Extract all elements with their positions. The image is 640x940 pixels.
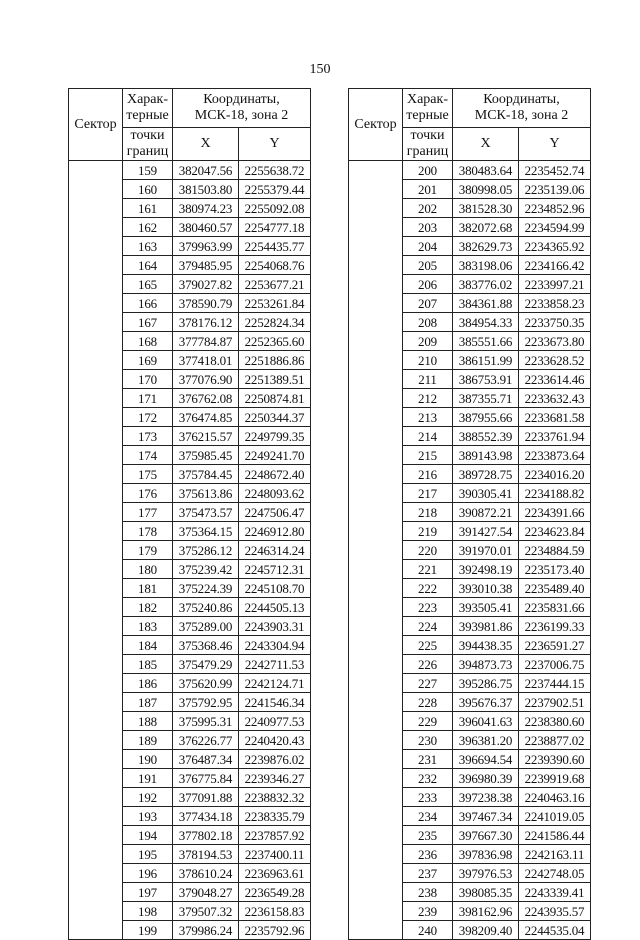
- sector-cell: [69, 161, 123, 940]
- y-cell: 2233997.21: [519, 275, 591, 294]
- y-cell: 2235831.66: [519, 598, 591, 617]
- x-cell: 375479.29: [173, 655, 239, 674]
- point-cell: 228: [403, 693, 453, 712]
- y-cell: 2234594.99: [519, 218, 591, 237]
- x-cell: 375289.00: [173, 617, 239, 636]
- y-cell: 2245712.31: [239, 560, 311, 579]
- x-cell: 375240.86: [173, 598, 239, 617]
- x-cell: 382629.73: [453, 237, 519, 256]
- point-cell: 240: [403, 921, 453, 940]
- y-cell: 2236199.33: [519, 617, 591, 636]
- point-cell: 164: [123, 256, 173, 275]
- x-cell: 381528.30: [453, 199, 519, 218]
- x-cell: 391970.01: [453, 541, 519, 560]
- x-cell: 397976.53: [453, 864, 519, 883]
- y-cell: 2240420.43: [239, 731, 311, 750]
- x-cell: 376226.77: [173, 731, 239, 750]
- y-cell: 2236963.61: [239, 864, 311, 883]
- y-cell: 2233873.64: [519, 446, 591, 465]
- x-cell: 379048.27: [173, 883, 239, 902]
- y-cell: 2253261.84: [239, 294, 311, 313]
- x-cell: 393505.41: [453, 598, 519, 617]
- y-cell: 2252365.60: [239, 332, 311, 351]
- header-coordinates: Координаты, МСК-18, зона 2: [453, 89, 591, 128]
- x-cell: 375224.39: [173, 579, 239, 598]
- y-cell: 2242748.05: [519, 864, 591, 883]
- y-cell: 2235452.74: [519, 161, 591, 180]
- header-y: Y: [239, 128, 311, 161]
- header-points-bottom: точки границ: [403, 128, 453, 161]
- x-cell: 375368.46: [173, 636, 239, 655]
- point-cell: 239: [403, 902, 453, 921]
- x-cell: 398162.96: [453, 902, 519, 921]
- y-cell: 2248672.40: [239, 465, 311, 484]
- x-cell: 396381.20: [453, 731, 519, 750]
- x-cell: 375985.45: [173, 446, 239, 465]
- x-cell: 377418.01: [173, 351, 239, 370]
- header-points-top: Харак- терные: [123, 89, 173, 128]
- header-sector: Сектор: [69, 89, 123, 161]
- x-cell: 385551.66: [453, 332, 519, 351]
- point-cell: 188: [123, 712, 173, 731]
- x-cell: 389728.75: [453, 465, 519, 484]
- y-cell: 2233761.94: [519, 427, 591, 446]
- y-cell: 2237006.75: [519, 655, 591, 674]
- point-cell: 170: [123, 370, 173, 389]
- point-cell: 205: [403, 256, 453, 275]
- point-cell: 236: [403, 845, 453, 864]
- header-x: X: [173, 128, 239, 161]
- point-cell: 162: [123, 218, 173, 237]
- x-cell: 378590.79: [173, 294, 239, 313]
- point-cell: 195: [123, 845, 173, 864]
- point-cell: 231: [403, 750, 453, 769]
- point-cell: 221: [403, 560, 453, 579]
- x-cell: 375364.15: [173, 522, 239, 541]
- y-cell: 2234391.66: [519, 503, 591, 522]
- y-cell: 2238335.79: [239, 807, 311, 826]
- y-cell: 2236549.28: [239, 883, 311, 902]
- point-cell: 160: [123, 180, 173, 199]
- x-cell: 396041.63: [453, 712, 519, 731]
- y-cell: 2235792.96: [239, 921, 311, 940]
- y-cell: 2234365.92: [519, 237, 591, 256]
- x-cell: 390305.41: [453, 484, 519, 503]
- x-cell: 394438.35: [453, 636, 519, 655]
- point-cell: 172: [123, 408, 173, 427]
- y-cell: 2237857.92: [239, 826, 311, 845]
- point-cell: 159: [123, 161, 173, 180]
- x-cell: 384954.33: [453, 313, 519, 332]
- x-cell: 376487.34: [173, 750, 239, 769]
- y-cell: 2254068.76: [239, 256, 311, 275]
- x-cell: 383198.06: [453, 256, 519, 275]
- y-cell: 2255638.72: [239, 161, 311, 180]
- x-cell: 375995.31: [173, 712, 239, 731]
- x-cell: 377802.18: [173, 826, 239, 845]
- x-cell: 398085.35: [453, 883, 519, 902]
- x-cell: 375613.86: [173, 484, 239, 503]
- x-cell: 381503.80: [173, 180, 239, 199]
- x-cell: 387355.71: [453, 389, 519, 408]
- x-cell: 375239.42: [173, 560, 239, 579]
- page-number: 150: [309, 62, 331, 77]
- y-cell: 2241546.34: [239, 693, 311, 712]
- point-cell: 216: [403, 465, 453, 484]
- x-cell: 377434.18: [173, 807, 239, 826]
- point-cell: 202: [403, 199, 453, 218]
- point-cell: 187: [123, 693, 173, 712]
- point-cell: 235: [403, 826, 453, 845]
- x-cell: 379986.24: [173, 921, 239, 940]
- y-cell: 2239346.27: [239, 769, 311, 788]
- point-cell: 225: [403, 636, 453, 655]
- x-cell: 380460.57: [173, 218, 239, 237]
- x-cell: 377784.87: [173, 332, 239, 351]
- point-cell: 169: [123, 351, 173, 370]
- point-cell: 224: [403, 617, 453, 636]
- y-cell: 2243304.94: [239, 636, 311, 655]
- point-cell: 212: [403, 389, 453, 408]
- coordinates-table-left: [68, 88, 311, 940]
- point-cell: 197: [123, 883, 173, 902]
- point-cell: 237: [403, 864, 453, 883]
- x-cell: 378176.12: [173, 313, 239, 332]
- x-cell: 392498.19: [453, 560, 519, 579]
- y-cell: 2237400.11: [239, 845, 311, 864]
- table-body-left: [69, 161, 311, 940]
- point-cell: 194: [123, 826, 173, 845]
- x-cell: 379963.99: [173, 237, 239, 256]
- y-cell: 2233750.35: [519, 313, 591, 332]
- x-cell: 379507.32: [173, 902, 239, 921]
- x-cell: 394873.73: [453, 655, 519, 674]
- sector-cell: [349, 161, 403, 940]
- y-cell: 2240463.16: [519, 788, 591, 807]
- x-cell: 375792.95: [173, 693, 239, 712]
- point-cell: 184: [123, 636, 173, 655]
- point-cell: 173: [123, 427, 173, 446]
- header-points-top: Харак- терные: [403, 89, 453, 128]
- x-cell: 393981.86: [453, 617, 519, 636]
- y-cell: 2251886.86: [239, 351, 311, 370]
- point-cell: 219: [403, 522, 453, 541]
- x-cell: 383776.02: [453, 275, 519, 294]
- x-cell: 396980.39: [453, 769, 519, 788]
- header-points-bottom: точки границ: [123, 128, 173, 161]
- y-cell: 2249241.70: [239, 446, 311, 465]
- table-row: [349, 161, 591, 180]
- x-cell: 377091.88: [173, 788, 239, 807]
- point-cell: 174: [123, 446, 173, 465]
- y-cell: 2239876.02: [239, 750, 311, 769]
- x-cell: 384361.88: [453, 294, 519, 313]
- x-cell: 375620.99: [173, 674, 239, 693]
- point-cell: 198: [123, 902, 173, 921]
- x-cell: 380974.23: [173, 199, 239, 218]
- y-cell: 2234884.59: [519, 541, 591, 560]
- x-cell: 389143.98: [453, 446, 519, 465]
- y-cell: 2251389.51: [239, 370, 311, 389]
- y-cell: 2237444.15: [519, 674, 591, 693]
- point-cell: 199: [123, 921, 173, 940]
- y-cell: 2238832.32: [239, 788, 311, 807]
- point-cell: 177: [123, 503, 173, 522]
- point-cell: 230: [403, 731, 453, 750]
- y-cell: 2244505.13: [239, 598, 311, 617]
- y-cell: 2233614.46: [519, 370, 591, 389]
- point-cell: 207: [403, 294, 453, 313]
- point-cell: 178: [123, 522, 173, 541]
- x-cell: 375286.12: [173, 541, 239, 560]
- point-cell: 210: [403, 351, 453, 370]
- y-cell: 2242711.53: [239, 655, 311, 674]
- x-cell: 378610.24: [173, 864, 239, 883]
- x-cell: 391427.54: [453, 522, 519, 541]
- y-cell: 2243935.57: [519, 902, 591, 921]
- point-cell: 238: [403, 883, 453, 902]
- x-cell: 379027.82: [173, 275, 239, 294]
- point-cell: 168: [123, 332, 173, 351]
- point-cell: 200: [403, 161, 453, 180]
- y-cell: 2248093.62: [239, 484, 311, 503]
- table-body-right: [349, 161, 591, 940]
- y-cell: 2238380.60: [519, 712, 591, 731]
- point-cell: 203: [403, 218, 453, 237]
- x-cell: 382072.68: [453, 218, 519, 237]
- point-cell: 161: [123, 199, 173, 218]
- y-cell: 2236591.27: [519, 636, 591, 655]
- x-cell: 397238.38: [453, 788, 519, 807]
- point-cell: 204: [403, 237, 453, 256]
- x-cell: 388552.39: [453, 427, 519, 446]
- x-cell: 387955.66: [453, 408, 519, 427]
- table-row: [69, 161, 311, 180]
- x-cell: 376762.08: [173, 389, 239, 408]
- y-cell: 2235139.06: [519, 180, 591, 199]
- point-cell: 179: [123, 541, 173, 560]
- x-cell: 395286.75: [453, 674, 519, 693]
- point-cell: 180: [123, 560, 173, 579]
- y-cell: 2243903.31: [239, 617, 311, 636]
- point-cell: 183: [123, 617, 173, 636]
- y-cell: 2233673.80: [519, 332, 591, 351]
- point-cell: 165: [123, 275, 173, 294]
- y-cell: 2246912.80: [239, 522, 311, 541]
- point-cell: 190: [123, 750, 173, 769]
- y-cell: 2240977.53: [239, 712, 311, 731]
- y-cell: 2239390.60: [519, 750, 591, 769]
- x-cell: 395676.37: [453, 693, 519, 712]
- x-cell: 376474.85: [173, 408, 239, 427]
- x-cell: 375473.57: [173, 503, 239, 522]
- point-cell: 175: [123, 465, 173, 484]
- point-cell: 227: [403, 674, 453, 693]
- y-cell: 2247506.47: [239, 503, 311, 522]
- point-cell: 222: [403, 579, 453, 598]
- point-cell: 209: [403, 332, 453, 351]
- y-cell: 2245108.70: [239, 579, 311, 598]
- y-cell: 2244535.04: [519, 921, 591, 940]
- x-cell: 386151.99: [453, 351, 519, 370]
- point-cell: 218: [403, 503, 453, 522]
- point-cell: 214: [403, 427, 453, 446]
- point-cell: 206: [403, 275, 453, 294]
- y-cell: 2243339.41: [519, 883, 591, 902]
- x-cell: 397667.30: [453, 826, 519, 845]
- point-cell: 186: [123, 674, 173, 693]
- y-cell: 2237902.51: [519, 693, 591, 712]
- x-cell: 376775.84: [173, 769, 239, 788]
- point-cell: 163: [123, 237, 173, 256]
- x-cell: 377076.90: [173, 370, 239, 389]
- x-cell: 396694.54: [453, 750, 519, 769]
- x-cell: 398209.40: [453, 921, 519, 940]
- point-cell: 192: [123, 788, 173, 807]
- y-cell: 2250344.37: [239, 408, 311, 427]
- y-cell: 2233681.58: [519, 408, 591, 427]
- point-cell: 171: [123, 389, 173, 408]
- y-cell: 2233628.52: [519, 351, 591, 370]
- y-cell: 2233858.23: [519, 294, 591, 313]
- header-coordinates: Координаты, МСК-18, зона 2: [173, 89, 311, 128]
- y-cell: 2253677.21: [239, 275, 311, 294]
- x-cell: 380998.05: [453, 180, 519, 199]
- x-cell: 386753.91: [453, 370, 519, 389]
- y-cell: 2233632.43: [519, 389, 591, 408]
- y-cell: 2242163.11: [519, 845, 591, 864]
- point-cell: 181: [123, 579, 173, 598]
- point-cell: 220: [403, 541, 453, 560]
- y-cell: 2235173.40: [519, 560, 591, 579]
- y-cell: 2234016.20: [519, 465, 591, 484]
- x-cell: 393010.38: [453, 579, 519, 598]
- y-cell: 2241586.44: [519, 826, 591, 845]
- point-cell: 208: [403, 313, 453, 332]
- point-cell: 201: [403, 180, 453, 199]
- point-cell: 233: [403, 788, 453, 807]
- y-cell: 2255092.08: [239, 199, 311, 218]
- point-cell: 217: [403, 484, 453, 503]
- point-cell: 223: [403, 598, 453, 617]
- point-cell: 213: [403, 408, 453, 427]
- y-cell: 2234623.84: [519, 522, 591, 541]
- y-cell: 2242124.71: [239, 674, 311, 693]
- point-cell: 191: [123, 769, 173, 788]
- x-cell: 380483.64: [453, 161, 519, 180]
- point-cell: 196: [123, 864, 173, 883]
- y-cell: 2254435.77: [239, 237, 311, 256]
- point-cell: 166: [123, 294, 173, 313]
- y-cell: 2234166.42: [519, 256, 591, 275]
- y-cell: 2246314.24: [239, 541, 311, 560]
- x-cell: 376215.57: [173, 427, 239, 446]
- point-cell: 185: [123, 655, 173, 674]
- point-cell: 232: [403, 769, 453, 788]
- point-cell: 215: [403, 446, 453, 465]
- y-cell: 2234188.82: [519, 484, 591, 503]
- y-cell: 2239919.68: [519, 769, 591, 788]
- y-cell: 2236158.83: [239, 902, 311, 921]
- point-cell: 226: [403, 655, 453, 674]
- x-cell: 379485.95: [173, 256, 239, 275]
- point-cell: 176: [123, 484, 173, 503]
- y-cell: 2255379.44: [239, 180, 311, 199]
- y-cell: 2235489.40: [519, 579, 591, 598]
- point-cell: 234: [403, 807, 453, 826]
- x-cell: 378194.53: [173, 845, 239, 864]
- point-cell: 229: [403, 712, 453, 731]
- header-sector: Сектор: [349, 89, 403, 161]
- y-cell: 2252824.34: [239, 313, 311, 332]
- point-cell: 193: [123, 807, 173, 826]
- y-cell: 2241019.05: [519, 807, 591, 826]
- x-cell: 375784.45: [173, 465, 239, 484]
- point-cell: 182: [123, 598, 173, 617]
- point-cell: 211: [403, 370, 453, 389]
- y-cell: 2234852.96: [519, 199, 591, 218]
- x-cell: 397836.98: [453, 845, 519, 864]
- y-cell: 2238877.02: [519, 731, 591, 750]
- y-cell: 2254777.18: [239, 218, 311, 237]
- coordinates-table-right: [348, 88, 591, 940]
- point-cell: 167: [123, 313, 173, 332]
- header-y: Y: [519, 128, 591, 161]
- header-x: X: [453, 128, 519, 161]
- x-cell: 390872.21: [453, 503, 519, 522]
- x-cell: 397467.34: [453, 807, 519, 826]
- x-cell: 382047.56: [173, 161, 239, 180]
- y-cell: 2250874.81: [239, 389, 311, 408]
- point-cell: 189: [123, 731, 173, 750]
- y-cell: 2249799.35: [239, 427, 311, 446]
